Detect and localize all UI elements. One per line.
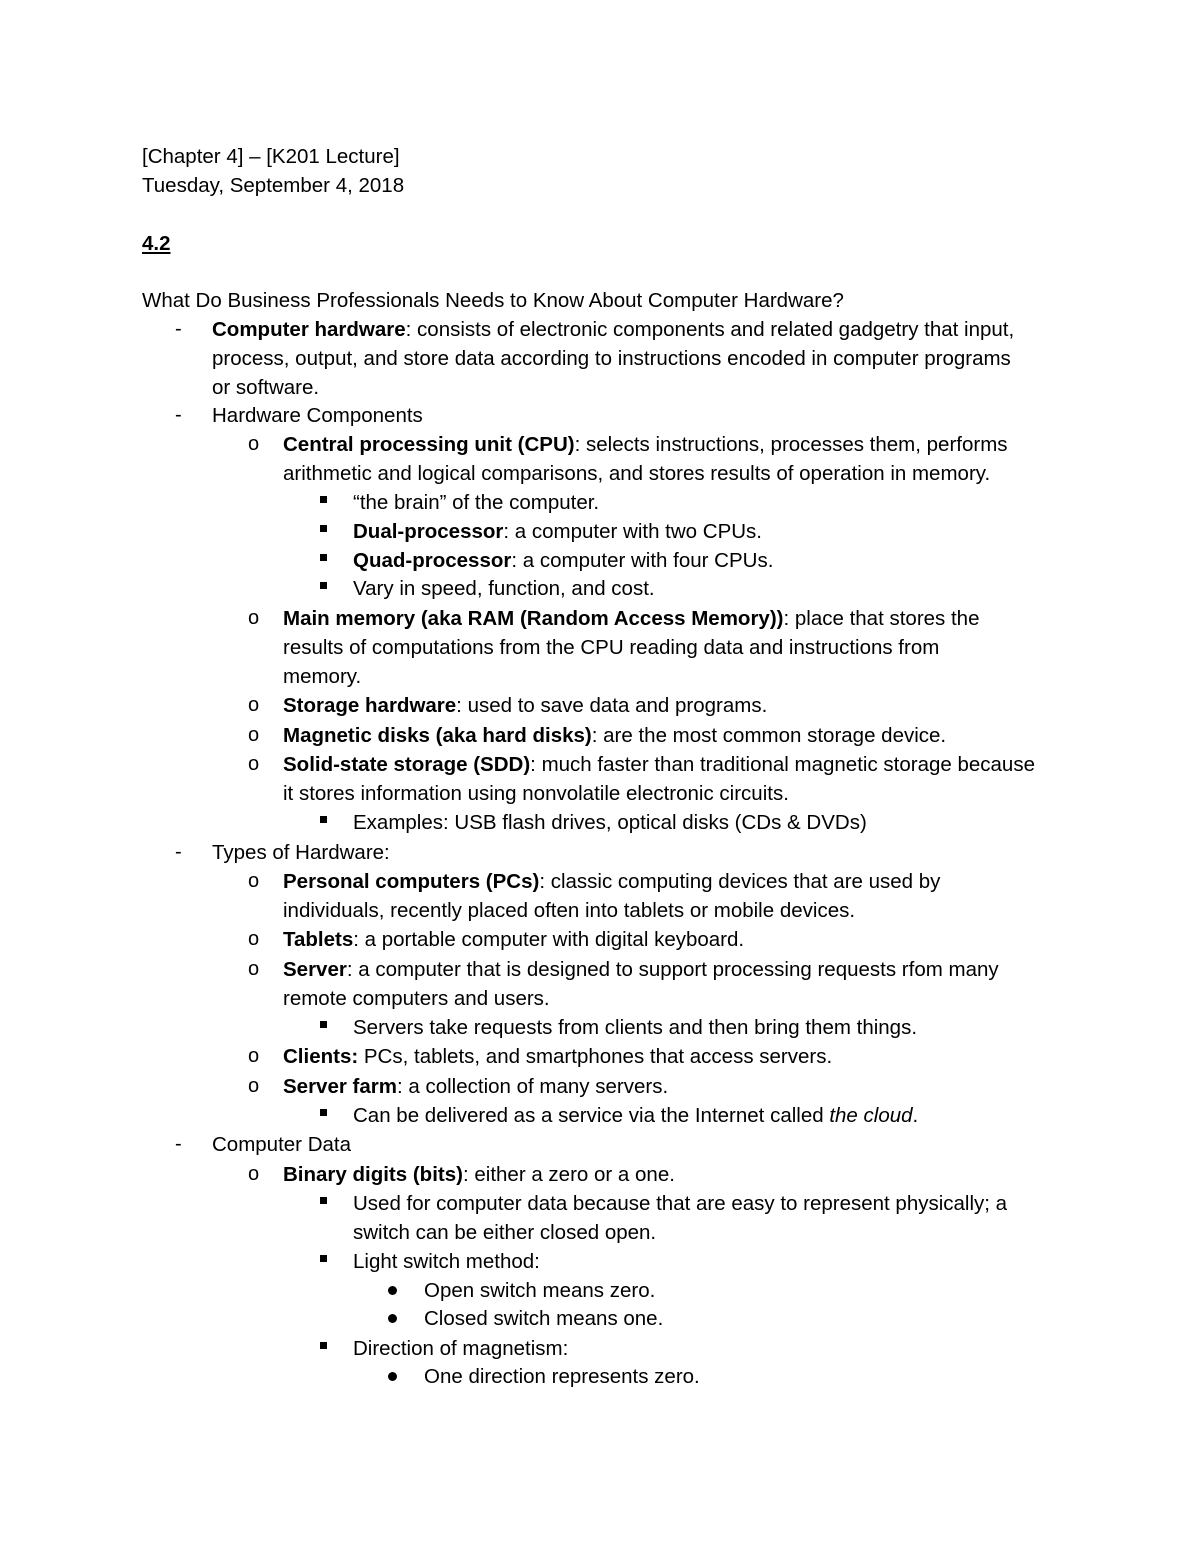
list-item: Server farm: a collection of many servers. (283, 1075, 669, 1098)
square-bullet (320, 582, 327, 589)
circle-marker: o (248, 433, 260, 455)
list-item-cont: switch can be either closed open. (353, 1221, 657, 1244)
list-item: Central processing unit (CPU): selects instructions, processes them, performs (283, 433, 1008, 456)
square-bullet (320, 496, 327, 503)
circle-marker: o (248, 870, 260, 892)
dash-marker: - (175, 841, 182, 863)
circle-marker: o (248, 928, 260, 950)
section-heading: 4.2 (142, 232, 171, 255)
list-item: Types of Hardware: (212, 841, 390, 864)
circle-marker: o (248, 1075, 260, 1097)
doc-title: [Chapter 4] – [K201 Lecture] (142, 145, 400, 168)
list-item: “the brain” of the computer. (353, 491, 600, 514)
square-bullet (320, 1197, 327, 1204)
list-item: Closed switch means one. (424, 1307, 664, 1330)
list-item: Servers take requests from clients and then bring them things. (353, 1016, 918, 1039)
list-item: Personal computers (PCs): classic computing devices that are used by (283, 870, 941, 893)
circle-marker: o (248, 753, 260, 775)
list-item: Tablets: a portable computer with digital keyboard. (283, 928, 745, 951)
list-item: Used for computer data because that are easy to represent physically; a (353, 1192, 1008, 1215)
list-item-cont: it stores information using nonvolatile electronic circuits. (283, 782, 789, 805)
dash-marker: - (175, 1133, 182, 1155)
list-item: Clients: PCs, tablets, and smartphones that access servers. (283, 1045, 833, 1068)
list-item-cont: results of computations from the CPU reading data and instructions from (283, 636, 940, 659)
list-item: Light switch method: (353, 1250, 540, 1273)
list-item-cont: or software. (212, 376, 320, 399)
list-item: Examples: USB flash drives, optical disks (CDs & DVDs) (353, 811, 867, 834)
square-bullet (320, 1342, 327, 1349)
list-item: Server: a computer that is designed to support processing requests rfom many (283, 958, 999, 981)
list-item: Storage hardware: used to save data and programs. (283, 694, 768, 717)
circle-marker: o (248, 694, 260, 716)
round-bullet (388, 1286, 397, 1295)
list-item-cont: process, output, and store data according to instructions encoded in computer programs (212, 347, 1011, 370)
list-item: Can be delivered as a service via the Internet called the cloud. (353, 1104, 919, 1127)
dash-marker: - (175, 404, 182, 426)
list-item-cont: arithmetic and logical comparisons, and stores results of operation in memory. (283, 462, 991, 485)
list-item: Solid-state storage (SDD): much faster than traditional magnetic storage because (283, 753, 1035, 776)
round-bullet (388, 1372, 397, 1381)
list-item-cont: remote computers and users. (283, 987, 550, 1010)
list-item: Dual-processor: a computer with two CPUs. (353, 520, 763, 543)
dash-marker: - (175, 318, 182, 340)
circle-marker: o (248, 958, 260, 980)
square-bullet (320, 1021, 327, 1028)
list-item: Main memory (aka RAM (Random Access Memory)): place that stores the (283, 607, 980, 630)
circle-marker: o (248, 1045, 260, 1067)
list-item: Hardware Components (212, 404, 423, 427)
circle-marker: o (248, 1163, 260, 1185)
square-bullet (320, 816, 327, 823)
list-item: Direction of magnetism: (353, 1337, 569, 1360)
square-bullet (320, 554, 327, 561)
list-item: Vary in speed, function, and cost. (353, 577, 655, 600)
list-item: One direction represents zero. (424, 1365, 700, 1388)
list-item-cont: memory. (283, 665, 362, 688)
question-line: What Do Business Professionals Needs to Know About Computer Hardware? (142, 289, 844, 312)
list-item-cont: individuals, recently placed often into tablets or mobile devices. (283, 899, 856, 922)
square-bullet (320, 525, 327, 532)
list-item: Magnetic disks (aka hard disks): are the most common storage device. (283, 724, 947, 747)
list-item: Computer hardware: consists of electronic components and related gadgetry that input, (212, 318, 1015, 341)
list-item: Open switch means zero. (424, 1279, 656, 1302)
square-bullet (320, 1109, 327, 1116)
list-item: Binary digits (bits): either a zero or a one. (283, 1163, 675, 1186)
doc-date: Tuesday, September 4, 2018 (142, 174, 405, 197)
round-bullet (388, 1314, 397, 1323)
list-item: Quad-processor: a computer with four CPUs. (353, 549, 774, 572)
circle-marker: o (248, 607, 260, 629)
circle-marker: o (248, 724, 260, 746)
list-item: Computer Data (212, 1133, 352, 1156)
square-bullet (320, 1255, 327, 1262)
